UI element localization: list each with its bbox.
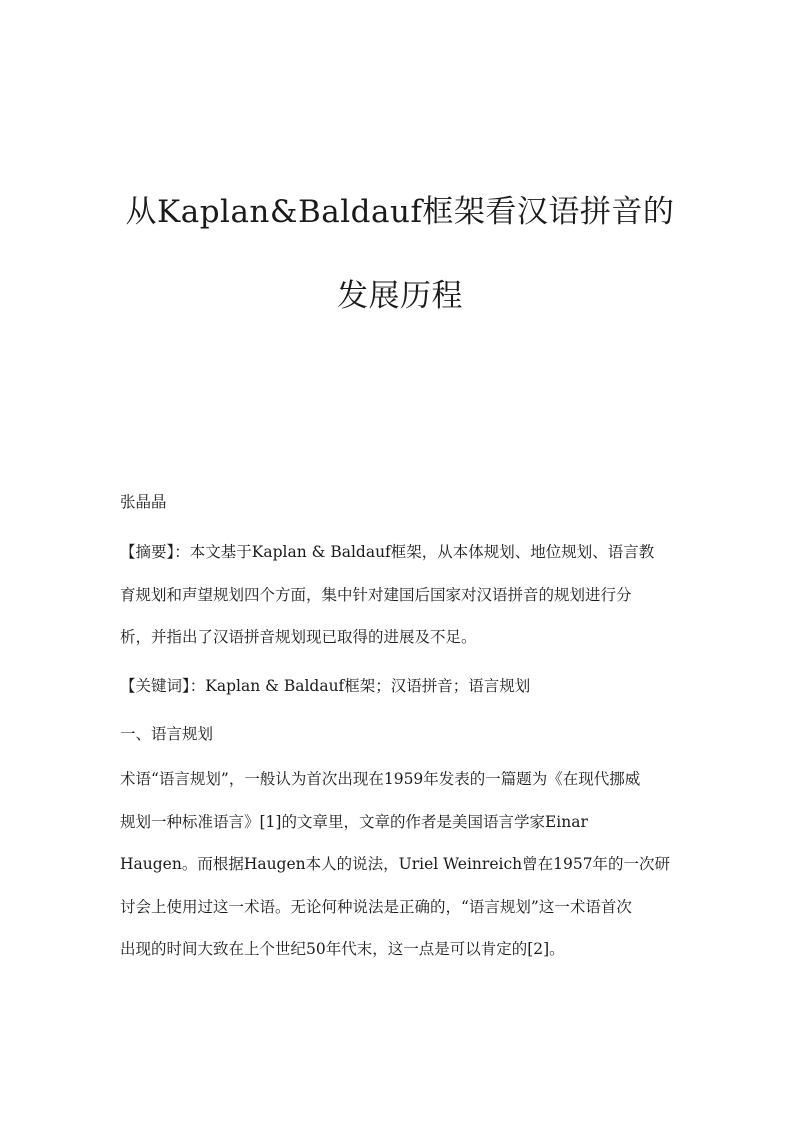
- paragraph-line: 讨会上使用过这一术语。无论何种说法是正确的，“语言规划”这一术语首次: [120, 897, 632, 916]
- section-heading: 一、语言规划: [120, 725, 214, 743]
- abstract-line: 析，并指出了汉语拼音规划现已取得的进展及不足。: [120, 628, 477, 646]
- paragraph-line: Haugen。而根据Haugen本人的说法，Uriel Weinreich曾在1957年的一次研: [120, 855, 671, 873]
- document-title-line-1: 从Kaplan&Baldauf框架看汉语拼音的: [125, 194, 675, 230]
- author-name: 张晶晶: [120, 493, 167, 511]
- abstract-paragraph: [120, 531, 682, 659]
- body-paragraph: [120, 758, 682, 971]
- document-title-line-2: 发展历程: [337, 278, 463, 314]
- paragraph-line: 出现的时间大致在上个世纪50年代末，这一点是可以肯定的[2]。: [120, 940, 565, 958]
- abstract-line: 育规划和声望规划四个方面，集中针对建国后国家对汉语拼音的规划进行分: [120, 585, 632, 604]
- paragraph-line: 规划一种标准语言》[1]的文章里，文章的作者是美国语言学家Einar: [120, 812, 588, 831]
- keywords-line: 【关键词】：Kaplan & Baldauf框架；汉语拼音；语言规划: [120, 677, 531, 695]
- paragraph-line: 术语“语言规划”，一般认为首次出现在1959年发表的一篇题为《在现代挪威: [120, 770, 641, 788]
- abstract-line: 【摘要】：本文基于Kaplan & Baldauf框架，从本体规划、地位规划、语言教: [120, 543, 655, 561]
